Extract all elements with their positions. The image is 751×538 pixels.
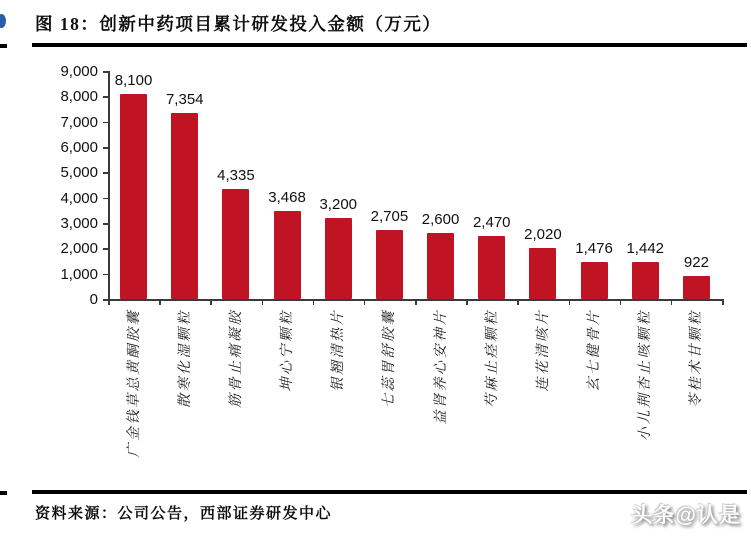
y-axis-tick-label: 7,000: [60, 113, 98, 131]
y-axis-tick-label: 8,000: [60, 88, 98, 106]
x-axis-category-label-text: 散寒化湿颗粒: [176, 309, 193, 408]
footer-divider-line: [32, 490, 747, 494]
bar: [427, 233, 454, 299]
y-axis-tick-label: 3,000: [60, 215, 98, 232]
x-axis-category-label-text: 小儿荆杏止咳颗粒: [637, 309, 654, 441]
y-axis-tick-label: 5,000: [60, 164, 98, 182]
bar: [683, 276, 710, 299]
x-axis-category-label-text: 广金钱草总黄酮胶囊: [125, 309, 142, 458]
x-axis-category-label-text: 七蕊胃舒胶囊: [381, 309, 398, 408]
bar-value-label: 922: [683, 253, 709, 271]
bar-value-label: 2,470: [472, 214, 511, 232]
bar-value-label: 7,354: [165, 90, 204, 108]
bar-value-label: 2,600: [421, 211, 460, 229]
y-axis-line: [108, 71, 110, 300]
x-axis-category-label-text: 玄七健骨片: [586, 309, 603, 392]
x-axis-tick: [569, 299, 571, 305]
x-axis-tick: [671, 299, 673, 305]
x-axis-category-label-text: 坤心宁颗粒: [279, 309, 296, 392]
y-axis-tick-label: 1,000: [60, 265, 98, 283]
y-axis-tick: [103, 274, 108, 276]
x-axis-tick: [466, 299, 468, 305]
y-axis-tick: [103, 198, 108, 200]
y-axis-tick: [103, 122, 108, 124]
x-axis-tick: [722, 299, 724, 305]
bar-value-label: 2,020: [524, 225, 562, 243]
x-axis-tick: [159, 299, 161, 305]
x-axis-tick: [620, 299, 622, 305]
watermark: 头条@认是: [631, 504, 741, 527]
bar-value-label: 4,335: [217, 167, 255, 185]
bar-value-label: 1,476: [575, 239, 613, 257]
bar-value-label: 2,705: [370, 208, 409, 226]
bar-value-label: 8,100: [114, 71, 153, 89]
y-axis-tick: [103, 96, 108, 98]
x-axis-category-label-text: 苓桂术甘颗粒: [688, 309, 705, 408]
y-axis-tick: [103, 223, 108, 225]
bar: [171, 113, 198, 299]
y-axis-tick: [103, 172, 108, 174]
y-axis-tick: [103, 147, 108, 149]
x-axis-tick: [210, 299, 212, 305]
bar-value-label: 1,442: [626, 240, 665, 258]
bar: [478, 236, 505, 299]
x-axis-category-label-text: 连花清咳片: [534, 309, 551, 392]
y-axis-tick-label: 4,000: [60, 189, 98, 207]
bar: [120, 94, 147, 299]
x-axis-category-label-text: 筋骨止痛凝胶: [227, 309, 244, 408]
source-note: 资料来源：公司公告，西部证券研发中心: [35, 506, 333, 522]
y-axis-tick-label: 0: [89, 291, 98, 308]
bar-value-label: 3,468: [268, 189, 306, 207]
x-axis-category-label-text: 益肾养心安神片: [432, 309, 449, 425]
bar: [274, 211, 301, 299]
bar: [376, 230, 403, 299]
x-axis-tick: [364, 299, 366, 305]
y-axis-tick: [103, 248, 108, 250]
y-axis-tick-label: 9,000: [60, 63, 98, 80]
figure-title: 图 18：创新中药项目累计研发投入金额（万元）: [35, 14, 442, 34]
bar: [581, 262, 608, 299]
x-axis-tick: [262, 299, 264, 305]
x-axis-category-label-text: 芍麻止痉颗粒: [483, 309, 500, 408]
x-axis-tick: [517, 299, 519, 305]
x-axis-tick: [313, 299, 315, 305]
x-axis-tick: [108, 299, 110, 305]
bar-value-label: 3,200: [319, 195, 358, 213]
x-axis-category-label-text: 银翘清热片: [330, 309, 347, 392]
x-axis-tick: [415, 299, 417, 305]
y-axis-tick-label: 6,000: [60, 139, 98, 156]
bar: [325, 218, 352, 299]
y-axis-tick-label: 2,000: [60, 240, 98, 258]
